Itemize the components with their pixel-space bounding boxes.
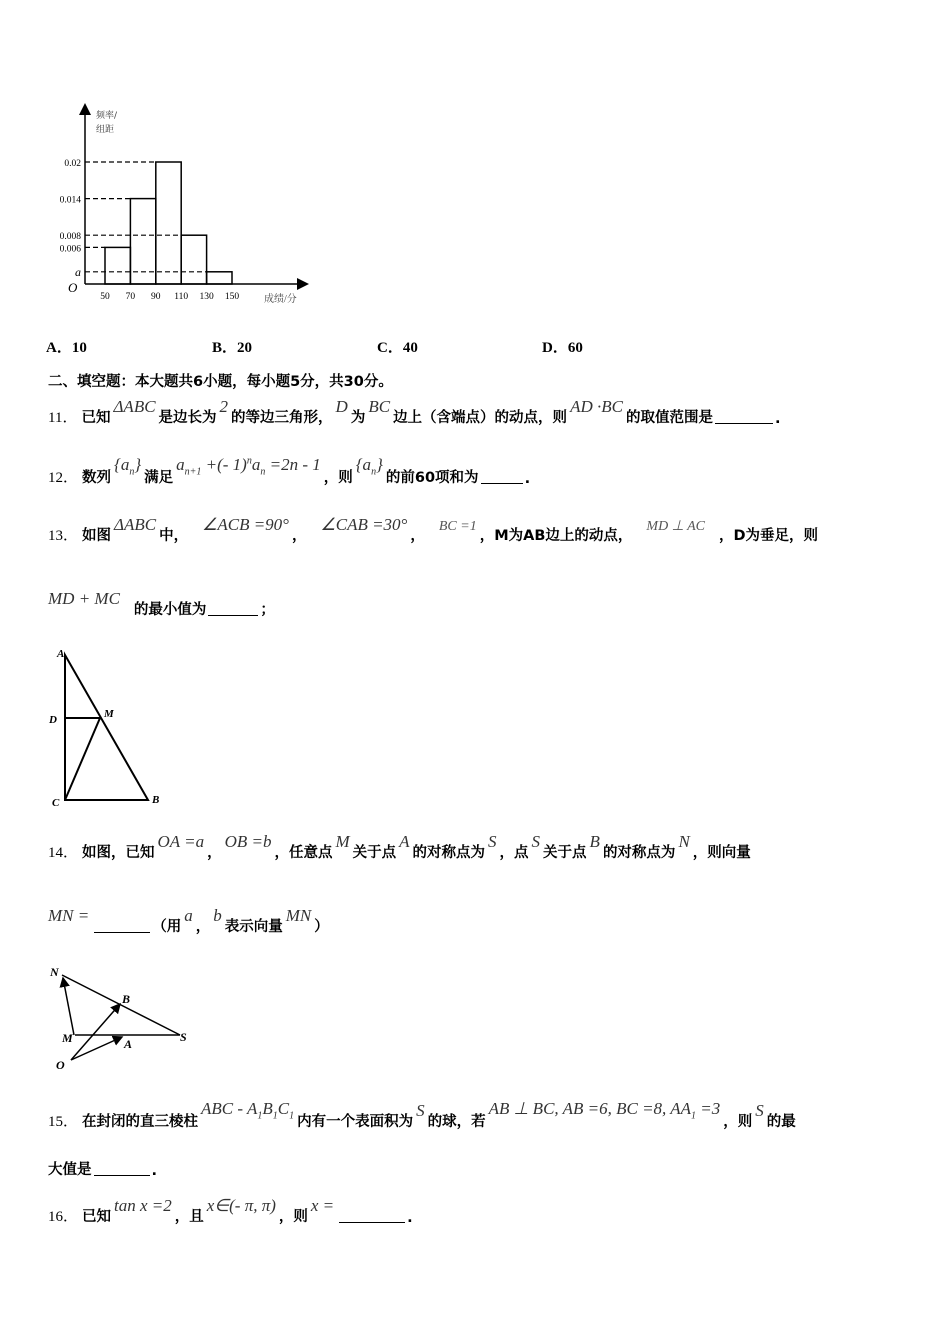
math: x =	[310, 1196, 335, 1215]
text: ，	[410, 528, 425, 544]
math: OB =b	[224, 832, 272, 851]
histogram-bar	[130, 199, 155, 284]
option-b[interactable]	[212, 336, 252, 357]
math-part: AB ⊥ BC, AB =6, BC =8, AA	[488, 1099, 691, 1118]
math: S	[531, 832, 541, 851]
math: ΔABC	[113, 397, 156, 416]
math: S	[755, 1101, 764, 1121]
option-letter: B．	[212, 340, 238, 356]
math: x∈(- π, π)	[206, 1196, 276, 1215]
math	[176, 455, 321, 477]
question-11	[48, 397, 781, 427]
math-part: }	[134, 455, 142, 474]
text: 表示向量	[224, 919, 283, 935]
text: 在封闭的直三棱柱	[82, 1114, 199, 1131]
point-b-label: B	[152, 794, 160, 806]
math	[356, 455, 383, 477]
y-tick-label: 0.014	[59, 195, 81, 206]
text: 如图，已知	[82, 845, 155, 861]
question-15-cont	[48, 1158, 157, 1179]
math-part: =3	[696, 1099, 721, 1118]
answer-blank[interactable]	[94, 931, 150, 933]
text: 大值是	[48, 1162, 92, 1178]
y-tick-label: a	[75, 264, 81, 279]
answer-blank[interactable]	[339, 1221, 405, 1223]
math-sub: n	[129, 466, 135, 478]
text: ；	[260, 602, 275, 618]
question-13-cont	[48, 589, 275, 619]
x-tick-label: 110	[174, 292, 189, 302]
text: 数列	[82, 470, 112, 487]
math: ΔABC	[114, 515, 157, 534]
math-part: C	[277, 1099, 290, 1118]
text: 关于点	[543, 845, 587, 861]
math-sub: 1	[691, 1110, 696, 1122]
text: 为	[350, 410, 366, 426]
text: ，	[195, 919, 211, 935]
text: 的取值范围是	[625, 410, 713, 426]
y-axis-label: 频率/组距	[96, 111, 118, 135]
text: 的最	[766, 1114, 796, 1131]
frequency-histogram	[40, 100, 320, 310]
text: 边上（含端点）的动点，则	[393, 410, 568, 426]
vector-figure	[40, 960, 200, 1075]
text: ，点	[499, 845, 529, 861]
option-letter: C．	[377, 340, 403, 356]
question-number: 15．	[48, 1114, 79, 1131]
text: 关于点	[352, 845, 397, 861]
option-a[interactable]	[46, 336, 87, 357]
question-number: 13．	[48, 528, 79, 544]
text: ，则	[723, 1114, 753, 1131]
math: MD ⊥ AC	[646, 519, 706, 534]
answer-blank[interactable]	[94, 1174, 150, 1176]
point-s-label: S	[180, 1030, 187, 1044]
math: 2	[219, 397, 229, 416]
question-16	[48, 1196, 413, 1226]
math: N	[678, 832, 690, 851]
option-d[interactable]	[542, 336, 583, 357]
math: A	[399, 832, 410, 851]
math	[114, 455, 141, 477]
histogram-bar	[156, 162, 181, 284]
question-number: 16．	[48, 1209, 79, 1225]
text: ）	[314, 919, 329, 935]
math-sub: n	[371, 466, 377, 478]
math	[201, 1099, 294, 1121]
math: B	[589, 832, 600, 851]
question-number: 11．	[48, 410, 78, 426]
math: BC =1	[438, 519, 477, 534]
text: 内有一个表面积为	[297, 1114, 414, 1131]
text: 是边长为	[158, 410, 217, 426]
x-tick-label: 90	[151, 292, 161, 302]
x-axis-label: 成绩/分	[264, 294, 297, 305]
math: MD + MC	[48, 589, 120, 608]
text: ，任意点	[274, 845, 333, 861]
math: ∠ACB =90°	[202, 515, 289, 534]
point-o-label: O	[56, 1058, 65, 1072]
question-number: 12．	[48, 470, 79, 487]
section-header: 二、填空题：本大题共6小题，每小题5分，共30分。	[48, 374, 393, 390]
question-number: 14．	[48, 845, 79, 861]
triangle-figure	[40, 640, 180, 815]
text: （用	[152, 919, 182, 935]
text: 中，	[159, 528, 189, 544]
point-a-label: A	[57, 648, 65, 660]
option-value: 60	[567, 340, 583, 356]
math-part: {a	[114, 455, 130, 474]
math-sub: 1	[289, 1110, 295, 1122]
math-part: a	[251, 455, 261, 474]
math-part: }	[376, 455, 383, 474]
text: .	[774, 411, 781, 427]
math: MN =	[48, 906, 90, 925]
math-part: ABC - A	[201, 1099, 258, 1118]
math-part: =2n - 1	[265, 455, 321, 474]
math: tan x =2	[114, 1196, 172, 1215]
option-value: 20	[237, 340, 253, 356]
text: ，且	[174, 1209, 204, 1225]
math: AD ·BC	[570, 397, 623, 416]
text: 已知	[82, 1209, 112, 1225]
math-sub: 1	[272, 1110, 278, 1122]
point-m-label: M	[62, 1031, 73, 1045]
math-part: {a	[355, 455, 372, 474]
math: OA =a	[157, 832, 205, 851]
math: S	[488, 832, 497, 851]
math-sub: 1	[257, 1110, 263, 1122]
x-tick-label: 130	[199, 292, 214, 302]
text: ，则	[323, 470, 353, 487]
text: 的最小值为	[133, 602, 207, 618]
math: BC	[368, 397, 391, 416]
text: 的球，若	[427, 1114, 486, 1131]
point-d-label: D	[49, 714, 57, 726]
y-tick-label: 0.02	[64, 159, 81, 169]
text: ，则	[278, 1209, 308, 1225]
math-sup: n	[246, 455, 252, 467]
math	[489, 1099, 721, 1121]
option-value: 40	[402, 340, 418, 356]
text: ，	[291, 528, 307, 544]
y-tick-label: 0.006	[59, 244, 81, 255]
point-c-label: C	[52, 797, 60, 809]
math: ∠CAB =30°	[320, 515, 408, 534]
text: .	[151, 1163, 158, 1179]
text: .	[524, 471, 531, 488]
text: ，	[207, 845, 222, 861]
text: ，D为垂足，则	[719, 528, 819, 544]
origin-label: O	[68, 280, 78, 295]
question-13	[48, 515, 819, 545]
question-12	[48, 455, 531, 488]
text: 的等边三角形，	[231, 410, 333, 426]
math-sub: n+1	[184, 466, 202, 478]
math: M	[335, 832, 350, 851]
text: ，则向量	[692, 845, 751, 861]
option-letter: A．	[46, 340, 72, 356]
option-value: 10	[71, 340, 87, 356]
question-14-cont	[48, 906, 329, 936]
text: 的前60项和为	[385, 470, 479, 487]
histogram-bar	[105, 247, 130, 284]
point-m-label: M	[104, 708, 114, 720]
histogram-bar	[207, 272, 232, 284]
math-part: a	[176, 455, 185, 474]
option-c[interactable]	[377, 336, 418, 357]
math: MN	[285, 906, 312, 925]
point-b-label: B	[122, 992, 131, 1006]
math: a	[184, 906, 193, 925]
text: 满足	[144, 470, 174, 487]
question-14	[48, 832, 751, 862]
text: 如图	[82, 528, 112, 544]
math: b	[213, 906, 222, 925]
answer-blank[interactable]	[208, 614, 258, 616]
text: 已知	[81, 410, 111, 426]
text: ，M为AB边上的动点，	[479, 528, 633, 544]
math-part: +(- 1)	[201, 455, 247, 474]
x-tick-label: 50	[100, 292, 110, 302]
y-tick-label: 0.008	[59, 232, 81, 243]
question-15	[48, 1099, 796, 1131]
text: .	[407, 1210, 413, 1226]
math-part: B	[262, 1099, 273, 1118]
point-n-label: N	[50, 965, 59, 979]
histogram-bar	[181, 235, 206, 284]
math-sub: n	[260, 466, 266, 478]
text: 的对称点为	[602, 845, 676, 861]
option-letter: D．	[542, 340, 568, 356]
text: 的对称点为	[412, 845, 486, 861]
x-tick-label: 70	[125, 292, 136, 302]
answer-blank[interactable]	[481, 482, 523, 484]
math: D	[335, 397, 348, 416]
point-a-label: A	[124, 1037, 133, 1051]
math: S	[416, 1101, 425, 1121]
answer-blank[interactable]	[715, 422, 773, 424]
x-tick-label: 150	[224, 292, 240, 302]
